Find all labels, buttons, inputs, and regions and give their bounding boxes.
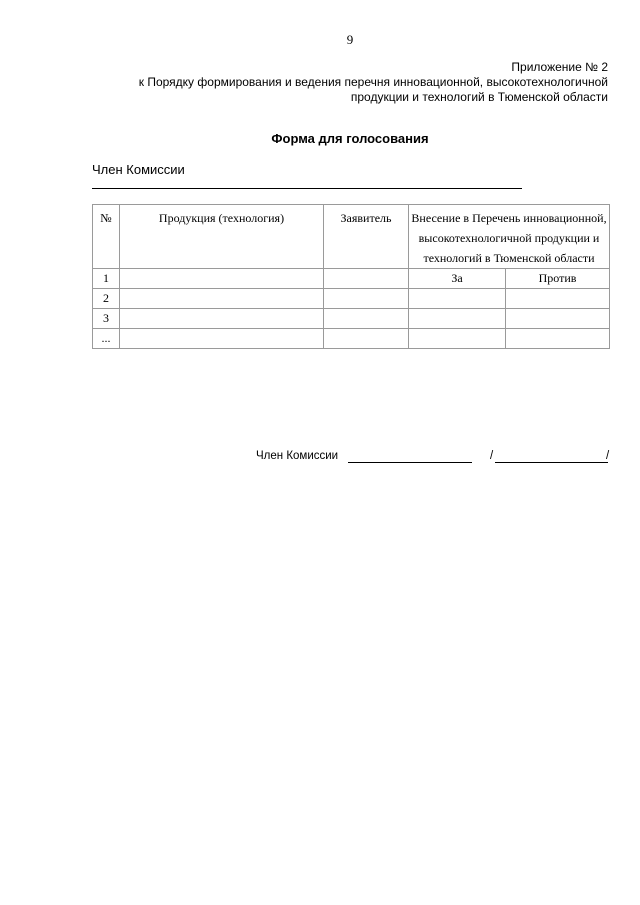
applicant-cell <box>324 289 409 309</box>
table-row <box>93 329 610 349</box>
page-number: 9 <box>346 32 354 47</box>
table-header-row <box>93 205 610 269</box>
vote-against-header: Против <box>506 269 610 289</box>
signature-line <box>348 462 472 463</box>
product-cell <box>120 269 324 289</box>
applicant-cell <box>324 329 409 349</box>
header-applicant: Заявитель <box>324 205 409 269</box>
applicant-cell <box>324 309 409 329</box>
vote-for-cell <box>409 289 506 309</box>
appendix-reference: к Порядку формирования и ведения перечня инновационной, высокотехнологичной <box>138 75 608 89</box>
row-number: 2 <box>93 289 120 309</box>
header-inclusion: Внесение в Перечень инновационной, высокотехнологичной продукции и технологий в Тюменской области <box>409 205 610 269</box>
header-num: № <box>93 205 120 269</box>
signature-name-line <box>495 462 608 463</box>
signature-label: Член Комиссии <box>256 450 339 462</box>
vote-against-cell <box>506 309 610 329</box>
row-number: ... <box>93 329 120 349</box>
table-row <box>93 289 610 309</box>
appendix-title: Приложение № 2 <box>511 60 608 74</box>
row-number: 1 <box>93 269 120 289</box>
member-name-line <box>92 188 522 189</box>
member-label: Член Комиссии <box>92 162 185 177</box>
header-product: Продукция (технология) <box>120 205 324 269</box>
vote-against-cell <box>506 329 610 349</box>
product-cell <box>120 289 324 309</box>
signature-slash-left: / <box>490 450 494 462</box>
applicant-cell <box>324 269 409 289</box>
vote-for-cell <box>409 329 506 349</box>
product-cell <box>120 309 324 329</box>
row-number: 3 <box>93 309 120 329</box>
voting-table <box>92 204 610 349</box>
table-row <box>93 269 610 289</box>
signature-slash-right: / <box>606 450 610 462</box>
vote-against-cell <box>506 289 610 309</box>
product-cell <box>120 329 324 349</box>
vote-for-cell <box>409 309 506 329</box>
form-title: Форма для голосования <box>271 131 429 146</box>
appendix-header <box>88 60 608 105</box>
appendix-reference-cont: продукции и технологий в Тюменской области <box>350 90 608 104</box>
vote-for-header: За <box>409 269 506 289</box>
table-row <box>93 309 610 329</box>
